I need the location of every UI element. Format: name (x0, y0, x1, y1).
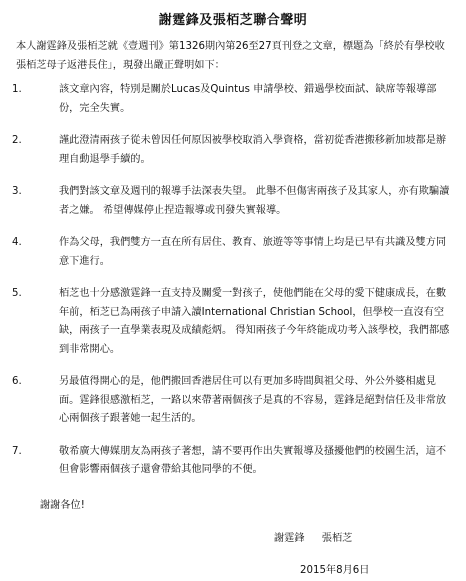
item-number: 3. (12, 186, 22, 197)
statement-item (12, 285, 450, 359)
statement-items (12, 81, 450, 480)
intro-paragraph: 本人謝霆鋒及張栢芝就《壹週刊》第1326期內第26至27頁刊登之文章，標題為「終於有學校收 張栢芝母子返港長住」，現發出嚴正聲明如下： (16, 41, 445, 71)
item-text: 我們對該文章及週刊的報導手法深表失望。 此舉不但傷害兩孩子及其家人，亦有欺騙讀者之嫌。 希望傳媒停止捏造報導或刊發失實報導。 (59, 186, 450, 216)
item-text: 謹此澄清兩孩子從未曾因任何原因被學校取消入學資格，當初從香港搬移新加坡都是辦理自動退學手續的。 (59, 135, 447, 165)
item-number: 2. (12, 135, 22, 146)
signers: 謝霆鋒 張栢芝 (274, 533, 353, 544)
statement-item (12, 183, 450, 220)
item-number: 7. (12, 445, 22, 457)
item-text: 該文章內容，特別是關於Lucas及Quintus 申請學校、錯過學校面試、缺席等報導部份，完全失實。 (59, 84, 437, 114)
item-text: 作為父母，我們雙方一直在所有居住、教育、旅遊等等事情上均是已早有共識及雙方同意下進行。 (59, 237, 447, 267)
statement-item (12, 81, 450, 118)
item-number: 4. (12, 237, 22, 248)
statement-item (12, 132, 450, 169)
item-number: 6. (12, 376, 22, 387)
item-text: 敬希廣大傳媒朋友為兩孩子著想，請不要再作出失實報導及搔擾他們的校園生活，這不但會影響兩個孩子還會帶給其他同學的不便。 (59, 445, 447, 475)
statement-date: 2015年8月6日 (300, 565, 370, 576)
statement-item (12, 373, 450, 429)
item-text: 另最值得開心的是，他們搬回香港居住可以有更加多時間與祖父母、外公外婆相處見面。霆鋒很感激栢芝，一路以來帶著兩個孩子是真的不容易，霆鋒是絕對信任及非常放心兩個孩子跟著她一起生活的。 (59, 376, 447, 424)
item-number: 1. (12, 84, 22, 95)
statement-item (12, 443, 450, 480)
closing-text: 謝謝各位! (40, 500, 85, 511)
item-text: 栢芝也十分感激霆鋒一直支持及關愛一對孩子，使他們能在父母的愛下健康成長，在數年前，栢芝已為兩孩子申請入讀International Christian School，但學校一直沒有空缺，兩孩子一直學業表現及成績彪炳。 得知兩孩子今年終能成功考入該學校，我們都感到非常開心。 (59, 288, 450, 355)
statement-title: 謝霆鋒及張栢芝聯合聲明 (158, 13, 308, 28)
statement-item (12, 234, 450, 271)
item-number: 5. (12, 288, 22, 299)
